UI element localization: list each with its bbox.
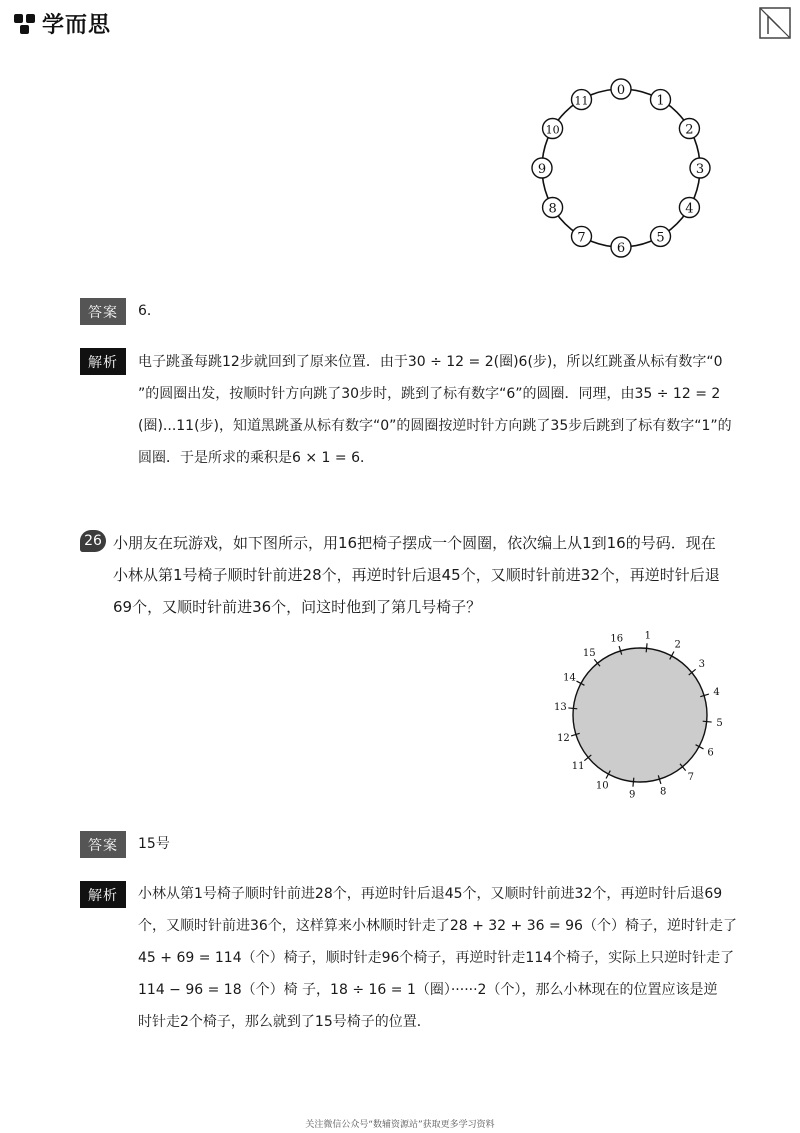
figure1-node [651,226,671,246]
figure1-node-label: 11 [574,94,589,108]
figure2-chair-label: 16 [610,633,624,645]
figure2-chair-label: 9 [628,789,636,801]
figure2-chair-label: 1 [644,630,652,642]
figure1-node [543,119,563,139]
analysis2-line: 45 + 69 = 114（个）椅子，顺时针走96个椅子，再逆时针走114个椅子，实际上只逆时针走了 [138,950,735,966]
sixteen-chair-circle-figure [554,625,725,801]
figure2-chair-label: 5 [716,717,723,729]
answer-tag: 答案 [80,831,126,858]
figure2-chair-label: 11 [571,760,585,772]
figure2-chair-label: 6 [707,747,714,759]
figure1-node-label: 7 [577,230,586,246]
analysis-tag: 解析 [80,881,126,908]
figure2-chair-label: 12 [557,733,570,745]
figure1-node-label: 9 [537,162,547,177]
analysis1-line: 圆圈．于是所求的乘积是6 × 1 = 6． [138,450,374,466]
twelve-node-circle-figure [525,75,715,265]
figure2-chair-label: 4 [713,686,720,698]
figure2-chair-label: 8 [660,786,667,798]
brand-logo [14,8,111,39]
figure1-ring [542,89,700,247]
figure1-node-label: 5 [656,230,665,246]
figure1-node-label: 0 [616,83,626,98]
figure1-node [543,198,563,218]
figure1-node-label: 1 [656,93,665,109]
footer-note: 关注微信公众号“数辅资源站”获取更多学习资料 [305,1120,495,1130]
figure2-chair-label: 14 [563,672,576,684]
analysis2-line: 小林从第1号椅子顺时针前进28个，再逆时针后退45个，又顺时针前进32个，再逆时针后退69 [138,886,723,902]
figure2-chair-label: 10 [595,780,609,792]
figure1-node-label: 6 [616,241,626,256]
figure1-node-label: 2 [685,122,694,138]
analysis2-line: 114 − 96 = 18（个）椅 子，18 ÷ 16 = 1（圈）······2（个），那么小林现在的位置应该是逆 [138,982,718,998]
corner-watermark-icon [758,6,792,40]
answer1-text: 6． [138,303,161,319]
question26-line: 69个，又顺时针前进36个，问这时他到了第几号椅子？ [113,598,482,616]
figure1-node [690,158,710,178]
figure2-chair-label: 13 [554,702,567,714]
answer-tag: 答案 [80,298,126,325]
figure1-node [572,226,592,246]
figure1-node-label: 10 [545,123,560,137]
analysis1-line: ”的圆圈出发，按顺时针方向跳了30步时，跳到了标有数字“6”的圆圈．同理，由35 ÷ 12 = 2 [138,386,721,402]
figure2-chair-label: 3 [698,659,706,671]
analysis1-body [138,346,748,474]
figure2-disc [573,648,707,782]
figure1-node [611,79,631,99]
figure2-chair-label: 7 [687,771,694,783]
brand-name: 学而思 [42,13,112,38]
figure1-node-label: 8 [548,201,557,217]
question26-body [113,527,763,623]
analysis1-line: 电子跳蚤每跳12步就回到了原来位置．由于30 ÷ 12 = 2(圈)6(步)，所以红跳蚤从标有数字“0 [138,354,723,370]
figure1-node [651,90,671,110]
figure2-chair-label: 15 [582,648,596,660]
question-number-badge: 26 [80,530,106,552]
analysis1-line: (圈)...11(步)，知道黑跳蚤从标有数字“0”的圆圈按逆时针方向跳了35步后跳到了标有数字“1”的 [138,418,732,434]
analysis2-line: 时针走2个椅子，那么就到了15号椅子的位置． [138,1014,431,1030]
analysis2-body [138,878,758,1038]
figure1-node [679,119,699,139]
figure1-node [572,90,592,110]
question26-line: 小林从第1号椅子顺时针前进28个，再逆时针后退45个，又顺时针前进32个，再逆时针后退 [113,566,720,584]
analysis-tag: 解析 [80,348,126,375]
figure1-node-label: 3 [695,162,705,177]
figure1-node-label: 4 [685,201,694,217]
answer2-text: 15号 [138,836,170,852]
figure1-node [611,237,631,257]
figure2-chair-label: 2 [674,639,681,651]
figure1-node [679,198,699,218]
question26-line: 小朋友在玩游戏，如下图所示，用16把椅子摆成一个圆圈，依次编上从1到16的号码．现在 [113,534,716,552]
analysis2-line: 个，又顺时针前进36个，这样算来小林顺时针走了28 + 32 + 36 = 96（个）椅子，逆时针走了 [138,918,737,934]
figure1-node [532,158,552,178]
logo-icon [14,12,38,36]
